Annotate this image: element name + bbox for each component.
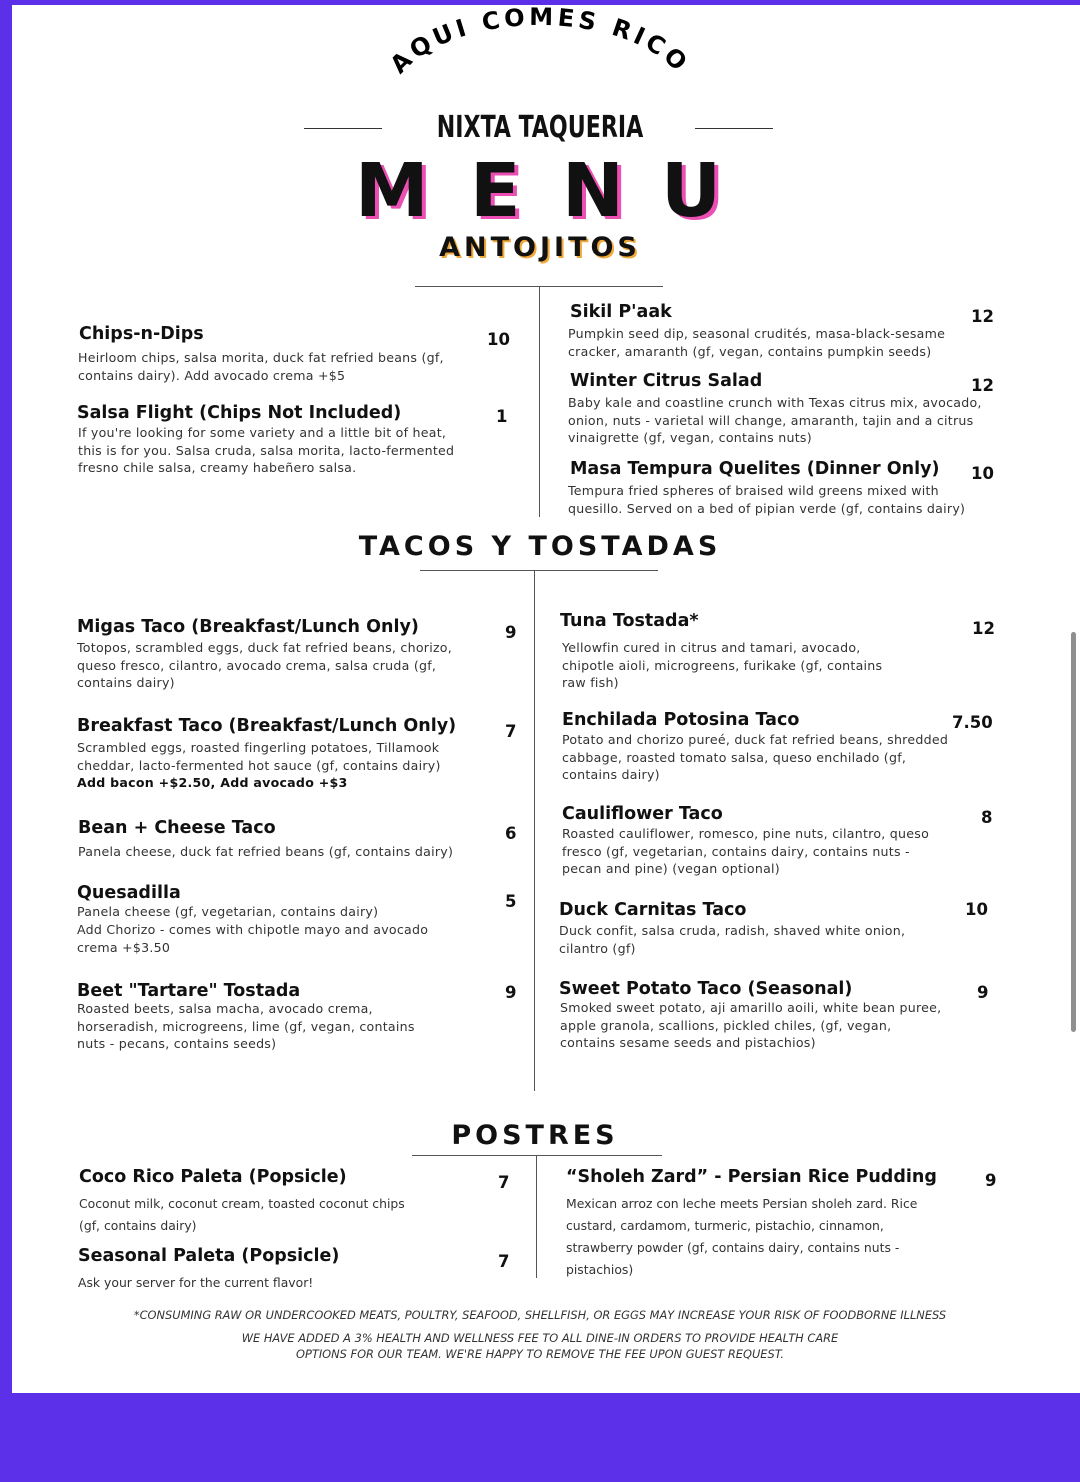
- menu-letter-u: U: [661, 148, 722, 234]
- menu-letter-e: E: [470, 148, 521, 234]
- item-description-addon: Add Chorizo - comes with chipotle mayo and avocado crema +$3.50: [77, 922, 429, 955]
- item-description: Smoked sweet potato, aji amarillo aoili, white bean puree, apple granola, scallions, pickled chiles, (gf, vegan, contains sesame seeds and pistachios): [560, 1000, 942, 1050]
- item-name: Enchilada Potosina Taco: [562, 710, 800, 730]
- item-name: Migas Taco (Breakfast/Lunch Only): [77, 617, 419, 637]
- item-price: 9: [505, 983, 517, 1002]
- item-price: 12: [971, 376, 994, 395]
- health-fee-notice-line2: OPTIONS FOR OUR TEAM. WE'RE HAPPY TO REMOVE THE FEE UPON GUEST REQUEST.: [296, 1347, 784, 1361]
- restaurant-name: NIXTA TAQUERIA: [436, 110, 644, 145]
- header-rule-right: [695, 128, 773, 129]
- item-description: If you're looking for some variety and a little bit of heat, this is for you. Salsa cruda, salsa morita, lacto-fermented fresno chile salsa, creamy habeñero salsa.: [78, 425, 455, 475]
- item-description: Baby kale and coastline crunch with Texas citrus mix, avocado, onion, nuts - varietal will change, amaranth, tajin and a citrus vinaigrette (gf, vegan, contains nuts): [568, 395, 982, 445]
- item-description: Tempura fried spheres of braised wild greens mixed with quesillo. Served on a bed of pipian verde (gf, contains dairy): [568, 483, 966, 516]
- item-addons: Add bacon +$2.50, Add avocado +$3: [77, 775, 348, 790]
- item-name: Seasonal Paleta (Popsicle): [78, 1246, 340, 1266]
- item-price: 5: [505, 892, 517, 911]
- arc-slogan: AQUI COMES RICO: [384, 2, 696, 80]
- section-title-tacos: TACOS Y TOSTADAS: [358, 531, 722, 562]
- item-price: 6: [505, 824, 517, 843]
- item-name: Tuna Tostada*: [560, 611, 699, 631]
- item-name: Beet "Tartare" Tostada: [77, 981, 301, 1001]
- item-price: 9: [977, 983, 989, 1002]
- item-description: Ask your server for the current flavor!: [78, 1275, 314, 1290]
- scrollbar[interactable]: [1071, 632, 1076, 1032]
- raw-food-warning: *CONSUMING RAW OR UNDERCOOKED MEATS, POULTRY, SEAFOOD, SHELLFISH, OR EGGS MAY INCREASE YOUR RISK OF FOODBORNE ILLNESS: [133, 1308, 947, 1322]
- section-rule: [420, 570, 658, 571]
- section-rule: [412, 1155, 662, 1156]
- item-name: Breakfast Taco (Breakfast/Lunch Only): [77, 716, 457, 736]
- item-price: 9: [985, 1171, 997, 1190]
- menu-letter-m: M: [355, 148, 429, 234]
- item-name: Sweet Potato Taco (Seasonal): [559, 979, 853, 999]
- item-price: 1: [496, 407, 508, 426]
- header-rule-left: [304, 128, 382, 129]
- item-description: Roasted beets, salsa macha, avocado crema, horseradish, microgreens, lime (gf, vegan, contains nuts - pecans, contains seeds): [77, 1001, 415, 1051]
- item-price: 8: [981, 808, 993, 827]
- item-description: Panela cheese, duck fat refried beans (gf, contains dairy): [78, 844, 454, 859]
- item-description: Potato and chorizo pureé, duck fat refried beans, shredded cabbage, roasted tomato salsa, queso enchilado (gf, contains dairy): [562, 732, 949, 782]
- item-price: 7: [505, 722, 517, 741]
- item-name: Masa Tempura Quelites (Dinner Only): [570, 459, 940, 479]
- item-price: 9: [505, 623, 517, 642]
- item-name: Salsa Flight (Chips Not Included): [77, 403, 402, 423]
- menu-letter-n: N: [562, 148, 624, 234]
- item-price: 10: [965, 900, 988, 919]
- item-description: Scrambled eggs, roasted fingerling potatoes, Tillamook cheddar, lacto-fermented hot sauce (gf, contains dairy): [77, 740, 441, 773]
- item-name: “Sholeh Zard” - Persian Rice Pudding: [566, 1167, 937, 1187]
- section-title-antojitos: ANTOJITOS: [439, 232, 641, 263]
- item-price: 12: [971, 307, 994, 326]
- item-price: 7.50: [952, 713, 993, 732]
- health-fee-notice-line1: WE HAVE ADDED A 3% HEALTH AND WELLNESS FEE TO ALL DINE-IN ORDERS TO PROVIDE HEALTH CARE: [241, 1331, 839, 1345]
- item-description: Pumpkin seed dip, seasonal crudités, masa-black-sesame cracker, amaranth (gf, vegan, contains pumpkin seeds): [568, 326, 946, 359]
- column-divider: [539, 287, 540, 517]
- item-name: Quesadilla: [77, 883, 181, 903]
- item-price: 7: [498, 1173, 510, 1192]
- item-description: Yellowfin cured in citrus and tamari, avocado, chipotle aioli, microgreens, furikake (gf, contains raw fish): [562, 640, 883, 690]
- item-name: Sikil P'aak: [570, 302, 672, 322]
- item-description: Heirloom chips, salsa morita, duck fat refried beans (gf, contains dairy). Add avocado crema +$5: [78, 350, 444, 383]
- item-name: Chips-n-Dips: [79, 324, 204, 344]
- column-divider: [536, 1156, 537, 1278]
- item-description: Panela cheese (gf, vegetarian, contains dairy): [77, 904, 379, 919]
- item-name: Bean + Cheese Taco: [78, 818, 276, 838]
- item-description: Totopos, scrambled eggs, duck fat refried beans, chorizo, queso fresco, cilantro, avocado crema, salsa cruda (gf, contains dairy): [77, 640, 453, 690]
- item-name: Coco Rico Paleta (Popsicle): [79, 1167, 347, 1187]
- item-price: 10: [971, 464, 994, 483]
- item-price: 12: [972, 619, 995, 638]
- section-title-postres: POSTRES: [451, 1120, 619, 1151]
- item-name: Cauliflower Taco: [562, 804, 723, 824]
- item-description: Mexican arroz con leche meets Persian sholeh zard. Rice custard, cardamom, turmeric, pistachio, cinnamon, strawberry powder (gf, contains dairy, contains nuts - pistachios): [566, 1196, 918, 1277]
- item-description: Duck confit, salsa cruda, radish, shaved white onion, cilantro (gf): [559, 923, 906, 956]
- item-name: Winter Citrus Salad: [570, 371, 763, 391]
- item-price: 10: [487, 330, 510, 349]
- column-divider: [534, 571, 535, 1091]
- item-price: 7: [498, 1252, 510, 1271]
- item-description: Coconut milk, coconut cream, toasted coconut chips (gf, contains dairy): [79, 1196, 405, 1233]
- item-description: Roasted cauliflower, romesco, pine nuts, cilantro, queso fresco (gf, vegetarian, contains dairy, contains nuts - pecan and pine) (vegan optional): [562, 826, 930, 876]
- item-name: Duck Carnitas Taco: [559, 900, 747, 920]
- svg-text:AQUI COMES RICO: [385, 3, 696, 79]
